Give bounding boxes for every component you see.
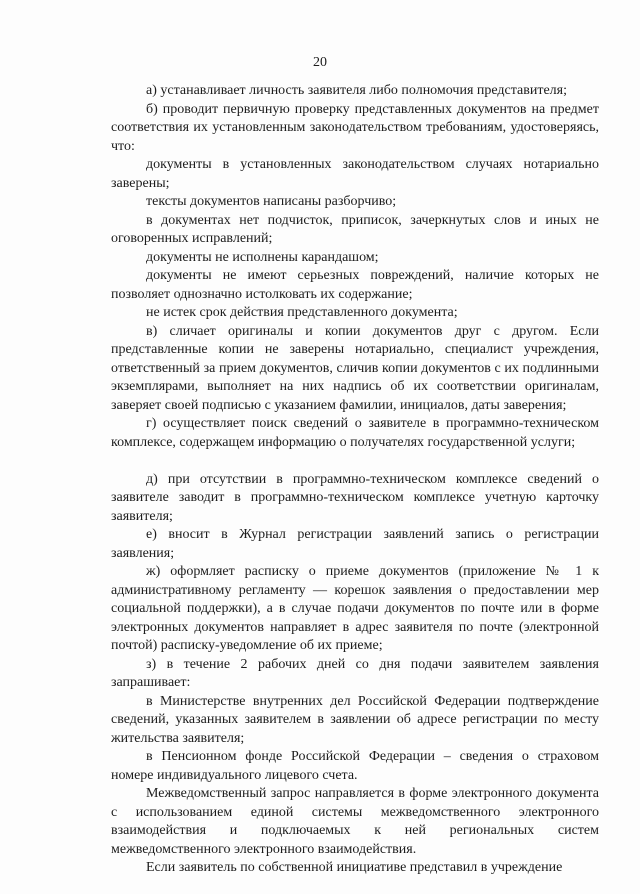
page-number: 20 [313,55,327,70]
paragraph-z: з) в течение 2 рабочих дней со дня подачи заявителем заявления запрашивает: [111,656,599,690]
list-item-mvd: в Министерстве внутренних дел Российской Федерации подтверждение сведений, указанных заявителем в заявлении об адресе регистрации по месту жительства заявителя; [111,693,599,746]
paragraph-e: е) вносит в Журнал регистрации заявлений запись о регистрации заявления; [111,527,599,561]
list-item-not-expired: не истек срок действия представленного документа; [146,305,458,320]
list-item-legible: тексты документов написаны разборчиво; [146,194,397,209]
list-item-no-damage: документы не имеют серьезных повреждений, наличие которых не позволяет однозначно истолковать их содержание; [111,268,599,302]
list-item-no-pencil: документы не исполнены карандашом; [146,249,379,265]
paragraph-zh: ж) оформляет расписку о приеме документов (приложение № 1 к административному регламенту — корешок заявления о предоставлении мер социальной поддержки), а в случае подачи документов по почте или в форме электронных документов направляет в адрес заявителя по почте (электронной почтой) расписку-уведомление об их приеме; [111,564,599,653]
paragraph-interagency-request: Межведомственный запрос направляется в форме электронного документа с использованием единой системы межведомственного электронного взаимодействия и подключаемых к ней региональных систем межведомственного электронного взаимодействия. [111,786,599,857]
paragraph-v: в) сличает оригиналы и копии документов друг с другом. Если представленные копии не заверены нотариально, специалист учреждения, ответственный за прием документов, сличив копии документов с их подлинными экземплярами, выполняет на них надпись об их соответствии оригиналам, заверяет своей подписью с указанием фамилии, инициалов, даты заверения; [111,323,599,413]
list-item-pfr: в Пенсионном фонде Российской Федерации – сведения о страховом номере индивидуального лицевого счета. [111,749,599,783]
list-item-no-erasures: в документах нет подчисток, приписок, зачеркнутых слов и иных не оговоренных исправлений; [111,212,599,246]
paragraph-own-initiative: Если заявитель по собственной инициативе представил в учреждение [146,860,563,875]
paragraph-a: а) устанавливает личность заявителя либо полномочия представителя; [146,83,567,98]
list-item-notarized: документы в установленных законодательством случаях нотариально заверены; [111,157,599,191]
body-text [111,82,599,878]
paragraph-g: г) осуществляет поиск сведений о заявителе в программно-техническом комплексе, содержащем информацию о получателях государственной услуги; [111,416,599,450]
paragraph-b: б) проводит первичную проверку представленных документов на предмет соответствия их установленным законодательством требованиям, удостоверяясь, что: [111,101,599,154]
paragraph-d: д) при отсутствии в программно-техническом комплексе сведений о заявителе заводит в программно-техническом комплексе учетную карточку заявителя; [111,471,599,524]
